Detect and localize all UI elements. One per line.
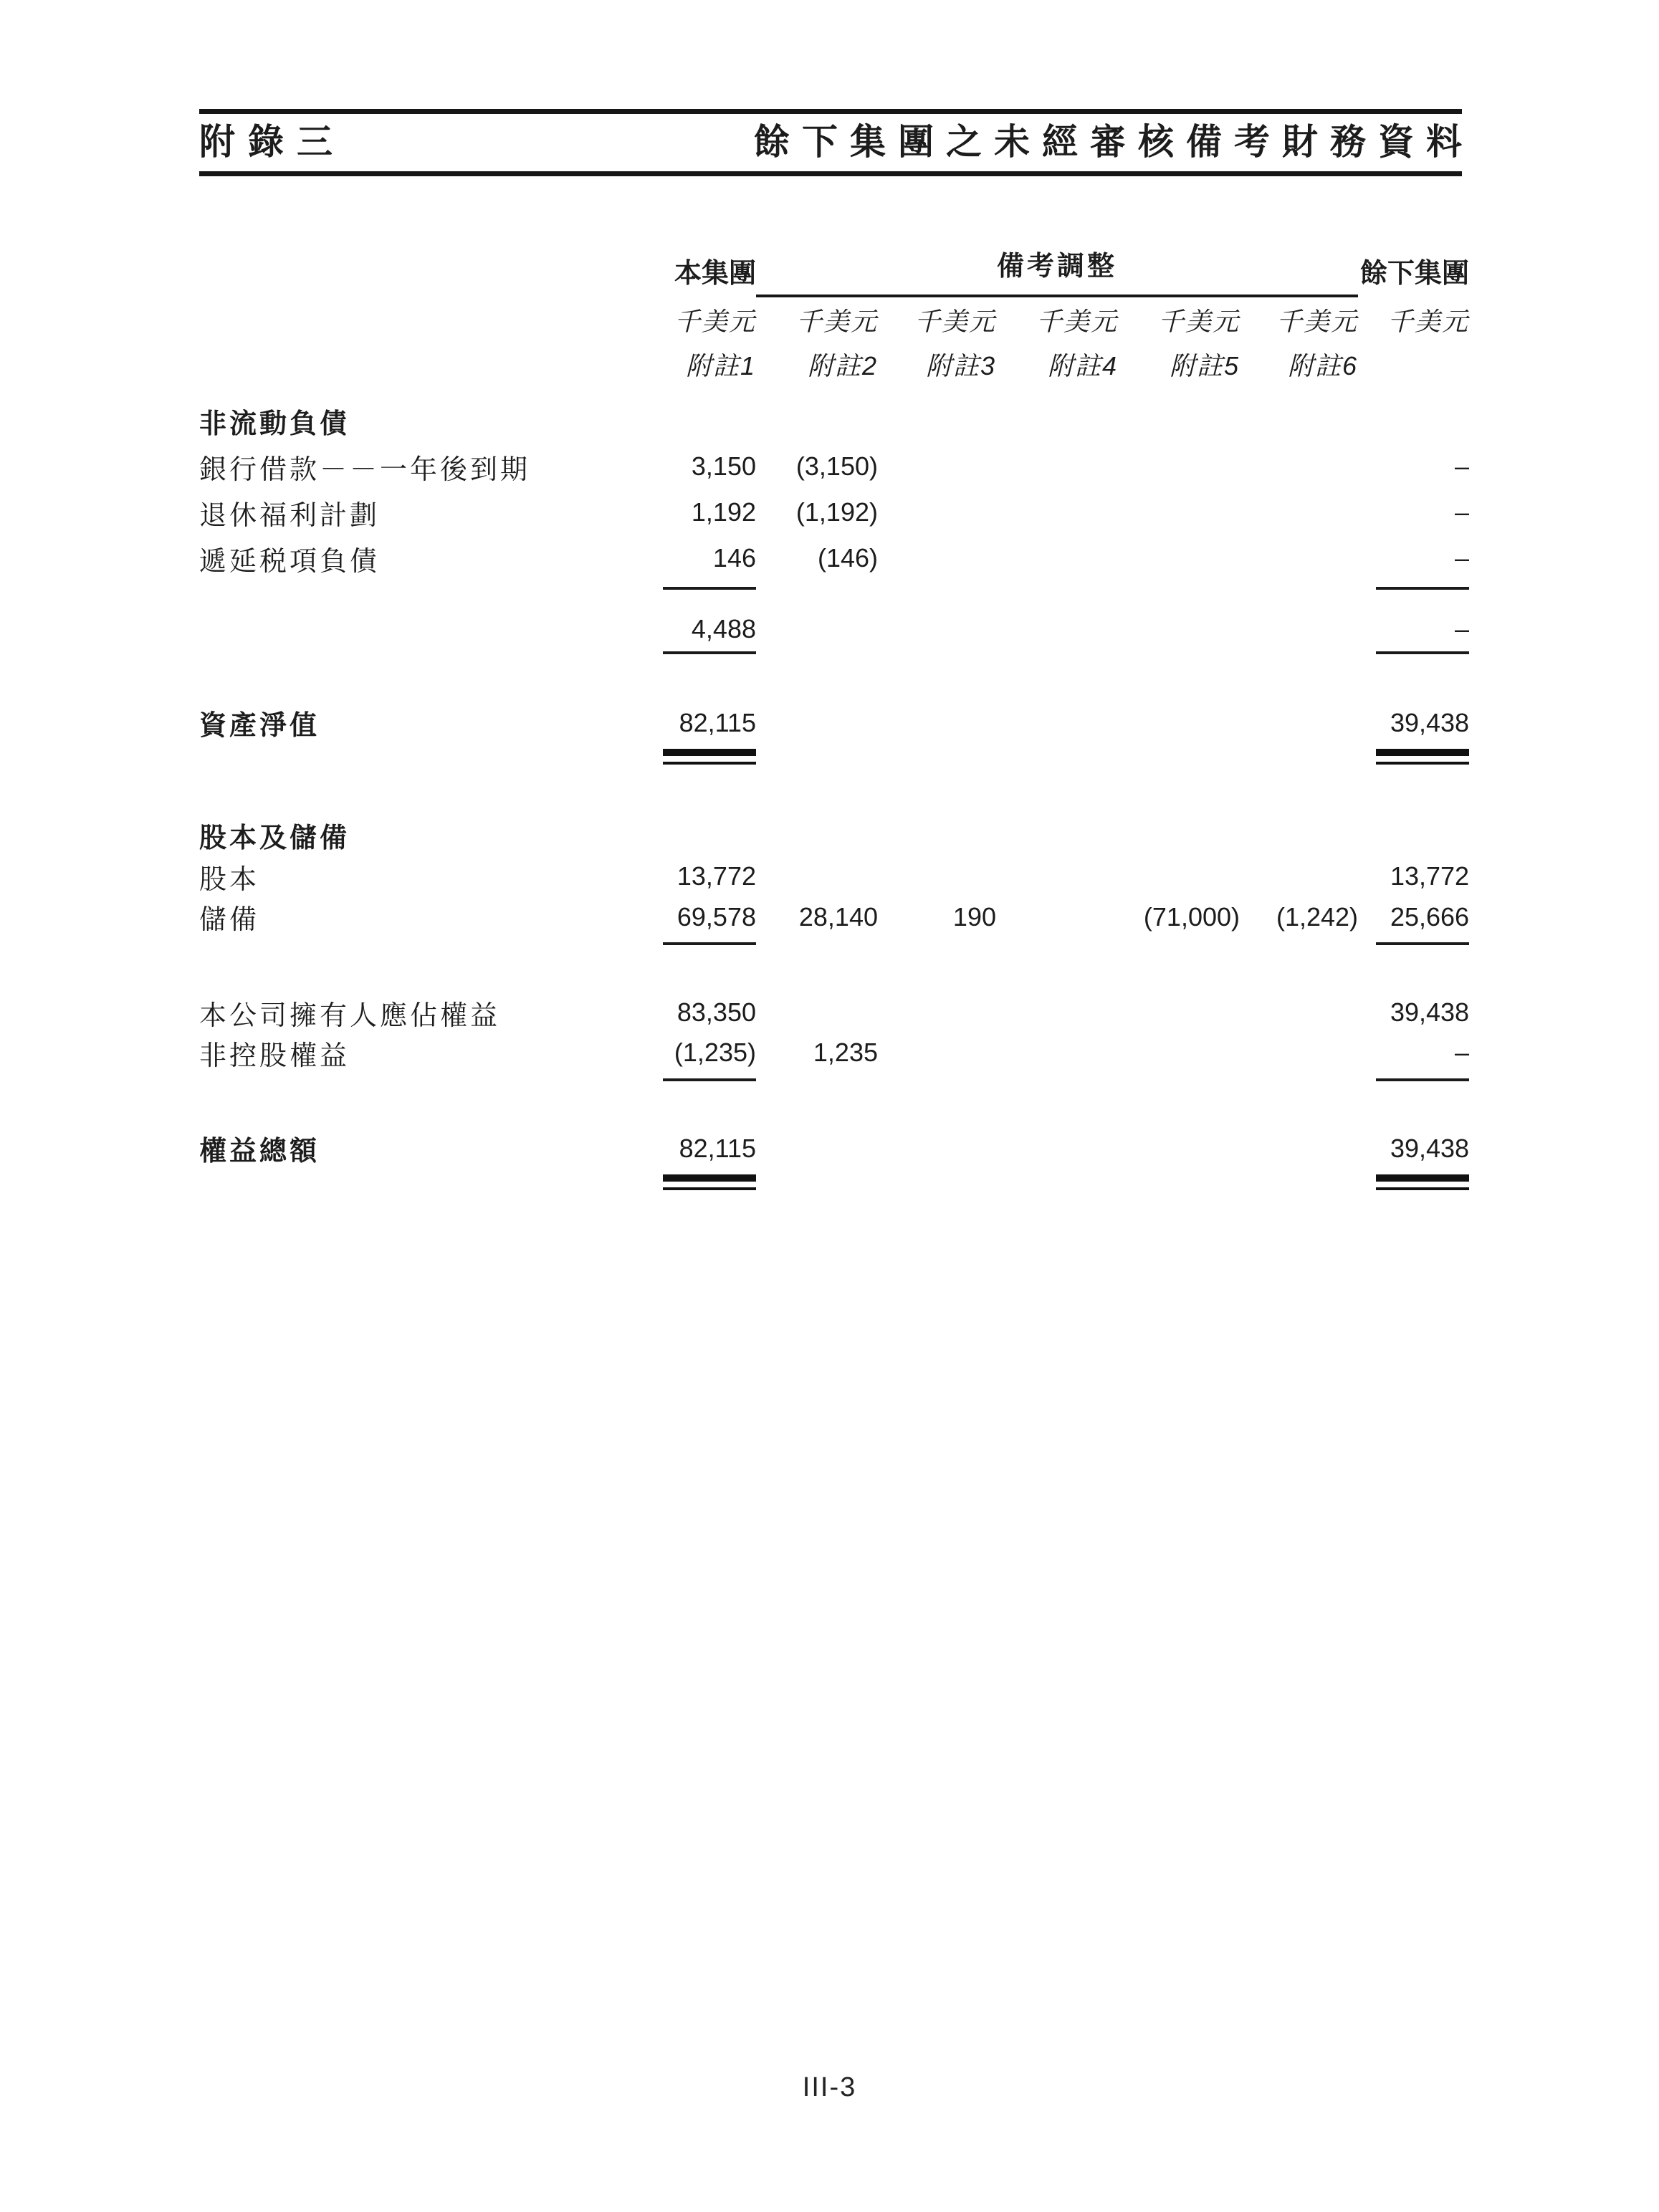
page-title: 餘下集團之未經審核備考財務資料 bbox=[754, 122, 1474, 162]
unit-cell: 千美元 bbox=[674, 306, 756, 336]
table-row: 股本 13,772 13,772 bbox=[199, 856, 1469, 897]
page-number: III-3 bbox=[802, 2072, 857, 2102]
row-label: 退休福利計劃 bbox=[199, 500, 381, 531]
row-label: 權益總額 bbox=[199, 1136, 320, 1167]
appendix-label: 附錄三 bbox=[199, 122, 345, 162]
row-label: 本公司擁有人應佔權益 bbox=[199, 1000, 501, 1031]
table-row-section bbox=[199, 398, 1469, 444]
rule-row bbox=[199, 742, 1469, 771]
table-row-total: 資產淨值 82,115 39,438 bbox=[199, 703, 1469, 742]
total-rule bbox=[1376, 749, 1469, 765]
note-cell: 附註4 bbox=[1047, 350, 1118, 380]
subtotal-rule bbox=[1376, 1078, 1469, 1081]
row-label: 儲備 bbox=[199, 905, 260, 935]
rule-row bbox=[199, 1168, 1469, 1197]
col-header-remaining: 餘下集團 bbox=[1360, 259, 1470, 289]
row-label: 銀行借款－－一年後到期 bbox=[199, 454, 531, 485]
table-row: 非控股權益 (1,235) 1,235 – bbox=[199, 1033, 1469, 1073]
subtotal-rule bbox=[663, 587, 756, 590]
table-header-groups bbox=[199, 244, 1469, 297]
table-row-total: 權益總額 82,115 39,438 bbox=[199, 1129, 1469, 1168]
unit-cell: 千美元 bbox=[914, 306, 996, 336]
unit-cell: 千美元 bbox=[795, 306, 878, 336]
col-header-group: 本集團 bbox=[674, 259, 756, 289]
row-label: 股本 bbox=[199, 864, 260, 895]
table-row-subtotal: 4,488 – bbox=[691, 614, 1470, 643]
subtotal-rule bbox=[1376, 651, 1469, 654]
total-rule bbox=[1376, 1174, 1469, 1190]
rule-row bbox=[199, 1073, 1469, 1087]
table-row: 儲備 69,578 28,140 190 (71,000) (1,242) 25,666 bbox=[199, 897, 1469, 937]
unit-cell: 千美元 bbox=[1036, 306, 1118, 336]
table-row: 銀行借款－－一年後到期 3,150 (3,150) – bbox=[199, 444, 1469, 489]
subtotal-rule bbox=[663, 942, 756, 945]
table-row: 遞延税項負債 146 (146) – bbox=[199, 535, 1469, 581]
section-label: 股本及儲備 bbox=[199, 823, 350, 853]
subtotal-rule bbox=[663, 1078, 756, 1081]
rule-row bbox=[199, 646, 1469, 660]
unit-cell: 千美元 bbox=[1276, 306, 1359, 336]
table-header-notes bbox=[199, 342, 1469, 386]
subtotal-rule bbox=[1376, 942, 1469, 945]
table-row: 本公司擁有人應佔權益 83,350 39,438 bbox=[199, 992, 1469, 1033]
total-rule bbox=[663, 749, 756, 765]
col-header-adjustments: 備考調整 bbox=[756, 244, 1358, 297]
subtotal-rule bbox=[663, 651, 756, 654]
total-rule bbox=[663, 1174, 756, 1190]
row-label: 遞延税項負債 bbox=[199, 546, 381, 577]
rule-row bbox=[199, 581, 1469, 595]
subtotal-rule bbox=[1376, 587, 1469, 590]
note-cell: 附註1 bbox=[685, 350, 756, 380]
note-cell: 附註3 bbox=[925, 350, 996, 380]
section-label: 非流動負債 bbox=[199, 408, 350, 439]
note-cell: 附註5 bbox=[1169, 350, 1240, 380]
unit-cell: 千美元 bbox=[1387, 306, 1470, 336]
page-header bbox=[199, 109, 1474, 176]
rule-row bbox=[199, 937, 1469, 951]
row-label: 非控股權益 bbox=[199, 1040, 350, 1071]
table-row: 退休福利計劃 1,192 (1,192) – bbox=[199, 489, 1469, 535]
note-cell: 附註6 bbox=[1288, 350, 1359, 380]
unit-cell: 千美元 bbox=[1157, 306, 1240, 336]
row-label: 資產淨值 bbox=[199, 711, 320, 741]
table-header-units bbox=[199, 297, 1469, 342]
table-row-section bbox=[199, 814, 1469, 856]
pro-forma-table bbox=[199, 244, 1469, 1197]
note-cell: 附註2 bbox=[807, 350, 878, 380]
